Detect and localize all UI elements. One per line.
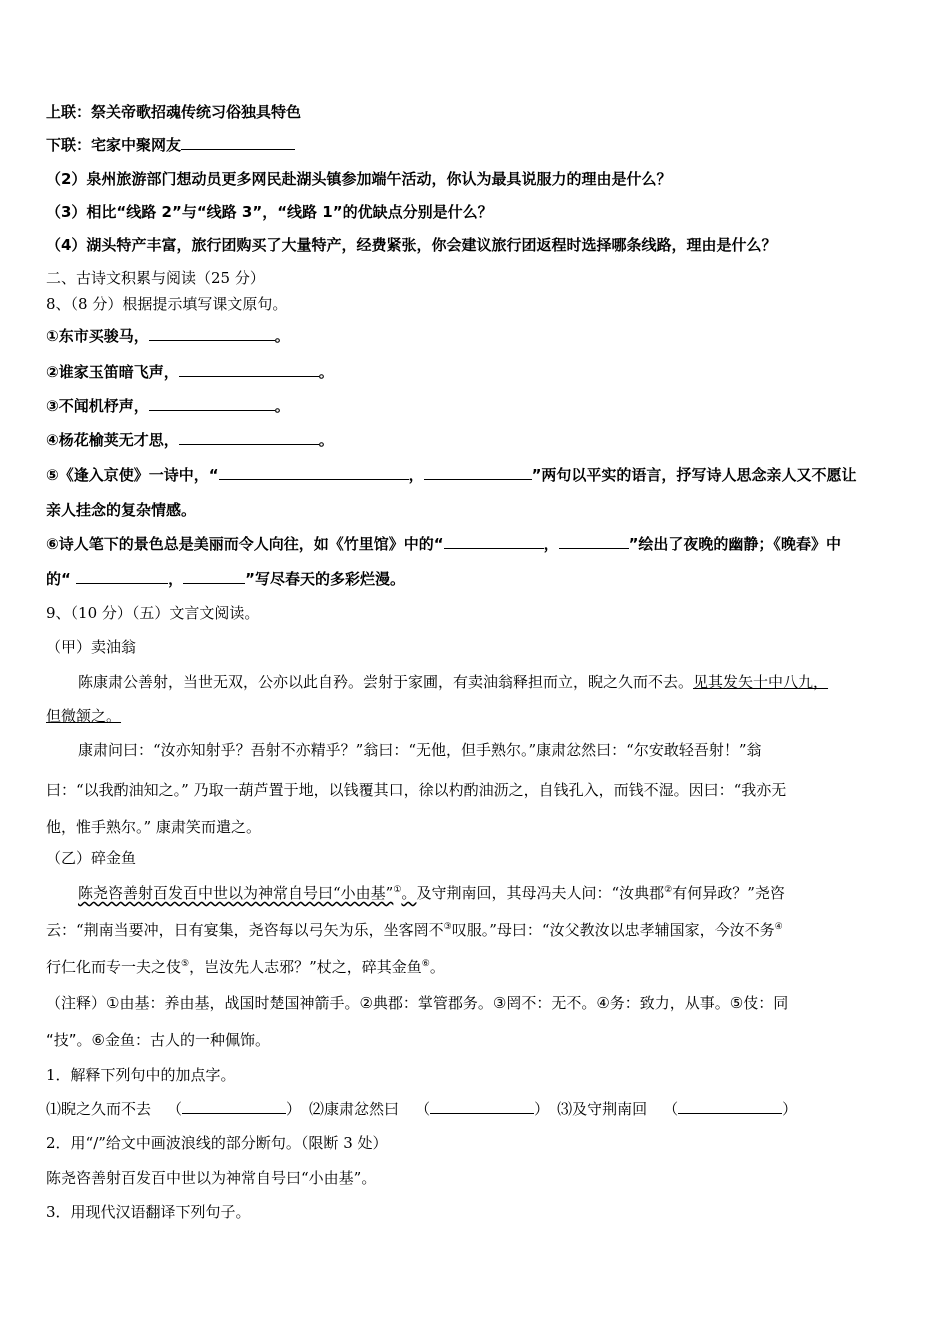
q8-item-3: ③不闻机杼声， 。 [46, 397, 290, 415]
answer-blank[interactable] [181, 135, 295, 150]
subq-2-text: 陈尧咨善射百发百中世以为神常自号曰“小由基”。 [46, 1169, 377, 1187]
subq-1: 1．解释下列句中的加点字。 [46, 1066, 236, 1084]
subq-1-items: ⑴睨之久而不去 （ ） ⑵康肃忿然曰 （ ） ⑶及守荆南回 （ ） [46, 1100, 798, 1118]
couplet-lower: 下联：宅家中聚网友 [46, 135, 295, 155]
q8-item-1: ①东市买骏马， 。 [46, 327, 290, 345]
answer-blank[interactable] [219, 465, 409, 480]
passage-yi-title: （乙）碎金鱼 [46, 849, 137, 867]
q7-sub4: （4）湖头特产丰富，旅行团购买了大量特产，经费紧张，你会建议旅行团返程时选择哪条线路，理由是什么？ [46, 236, 777, 254]
answer-blank[interactable] [444, 534, 544, 549]
answer-blank[interactable] [149, 396, 275, 411]
annotations-cont: “技”。⑥金鱼：古人的一种佩饰。 [46, 1031, 270, 1049]
annotations: （注释）①由基：养由基，战国时楚国神箭手。②典郡：掌管郡务。③罔不：无不。④务：致力，从事。⑤伎：同 [46, 994, 789, 1012]
q8-item-5-cont: 亲人挂念的复杂情感。 [46, 501, 197, 519]
answer-blank[interactable] [430, 1099, 534, 1114]
section-title: 二、古诗文积累与阅读（25 分） [46, 269, 265, 287]
passage-jia-title: （甲）卖油翁 [46, 638, 137, 656]
q9-stem: 9、（10 分）（五）文言文阅读。 [46, 604, 260, 622]
answer-blank[interactable] [76, 569, 168, 584]
passage-jia-line: 但微颔之。 [46, 707, 122, 725]
subq-3: 3．用现代汉语翻译下列句子。 [46, 1203, 251, 1221]
wavy-underlined-sentence: 陈尧咨善射百发百中世以为神常自号曰“小由基” [78, 884, 394, 902]
subq-2: 2．用“/”给文中画波浪线的部分断句。（限断 3 处） [46, 1134, 388, 1152]
answer-blank[interactable] [424, 465, 532, 480]
q8-item-4: ④杨花榆荚无才思， 。 [46, 431, 334, 449]
passage-yi-line: 陈尧咨善射百发百中世以为神常自号曰“小由基”①。及守荆南回，其母冯夫人问：“汝典郡②有何异政？”尧咨 [78, 884, 785, 902]
answer-blank[interactable] [179, 362, 319, 377]
q8-stem: 8、（8 分）根据提示填写课文原句。 [46, 295, 288, 313]
passage-yi-line: 行仁化而专一夫之伎⑤，岂汝先人志邪？”杖之，碎其金鱼⑥。 [46, 958, 445, 976]
q8-item-6-cont: 的“ ， ”写尽春天的多彩烂漫。 [46, 570, 405, 588]
q8-item-2: ②谁家玉笛暗飞声， 。 [46, 363, 334, 381]
answer-blank[interactable] [559, 534, 629, 549]
answer-blank[interactable] [179, 430, 319, 445]
answer-blank[interactable] [182, 1099, 286, 1114]
q7-sub3: （3）相比“线路 2”与“线路 3”，“线路 1”的优缺点分别是什么？ [46, 203, 493, 221]
answer-blank[interactable] [183, 569, 245, 584]
passage-jia-line: 康肃问曰：“汝亦知射乎？吾射不亦精乎？”翁曰：“无他，但手熟尔。”康肃忿然曰：“尔安敢轻吾射！”翁 [78, 741, 762, 759]
q8-item-5: ⑤《逢入京使》一诗中，“ ， ”两句以平实的语言，抒写诗人思念亲人又不愿让 [46, 466, 857, 484]
passage-jia-line: 他，惟手熟尔。” 康肃笑而遣之。 [46, 818, 261, 836]
answer-blank[interactable] [149, 326, 275, 341]
answer-blank[interactable] [678, 1099, 782, 1114]
passage-jia-line: 陈康肃公善射，当世无双，公亦以此自矜。尝射于家圃，有卖油翁释担而立，睨之久而不去。见其发矢十中八九， [78, 673, 829, 691]
passage-jia-line: 曰：“以我酌油知之。” 乃取一葫芦置于地，以钱覆其口，徐以杓酌油沥之，自钱孔入，而钱不湿。因曰：“我亦无 [46, 781, 787, 799]
q8-item-6: ⑥诗人笔下的景色总是美丽而令人向往，如《竹里馆》中的“ ， ”绘出了夜晚的幽静；《晚春》中 [46, 535, 841, 553]
q7-sub2: （2）泉州旅游部门想动员更多网民赴湖头镇参加端午活动，你认为最具说服力的理由是什么？ [46, 170, 672, 188]
passage-yi-line: 云：“荆南当要冲，日有宴集，尧咨每以弓矢为乐，坐客罔不③叹服。”母曰：“汝父教汝以忠孝辅国家，今汝不务④ [46, 921, 783, 939]
couplet-upper: 上联：祭关帝歌招魂传统习俗独具特色 [46, 103, 302, 121]
